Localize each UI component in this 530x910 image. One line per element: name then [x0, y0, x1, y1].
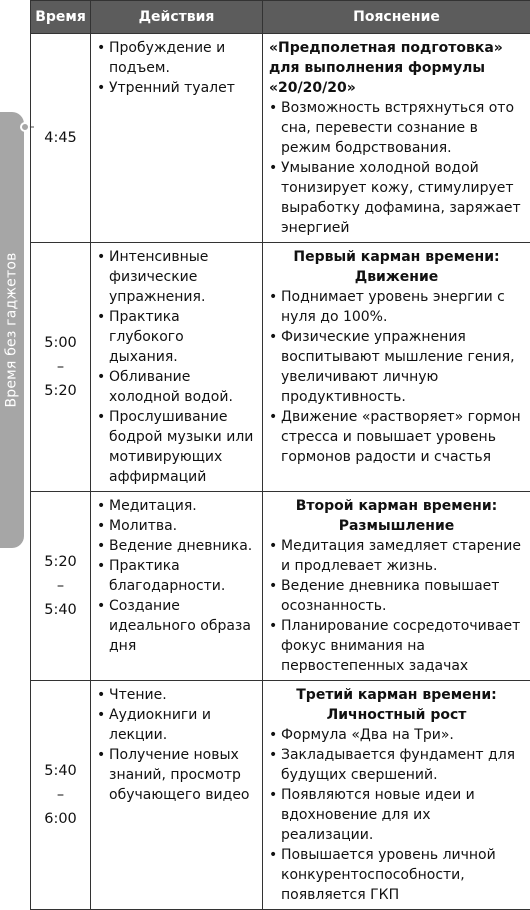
schedule-row: [31, 492, 530, 681]
action-item: • Утренний туалет: [97, 78, 256, 98]
explanation-cell: [263, 34, 530, 243]
time-marker-dot: [20, 122, 30, 132]
explanation-heading: Первый карман времени:: [269, 247, 524, 267]
action-item: • Обливание холодной водой.: [97, 367, 256, 407]
explanation-heading: «Предполетная подготовка» для выполнения формулы «20/20/20»: [269, 38, 524, 98]
explanation-point: • Физические упражнения воспитывают мышление гения, увеличивают личную продуктивность.: [269, 327, 524, 407]
time-cell: [31, 34, 91, 243]
schedule-row: [31, 243, 530, 492]
side-label: Время без гаджетов: [3, 112, 21, 548]
explanation-point: • Возможность встряхнуться ото сна, перевести сознание в режим бодрствования.: [269, 98, 524, 158]
explanation-cell: [263, 492, 530, 681]
actions-cell: [91, 34, 263, 243]
action-item: • Практика благодарности.: [97, 556, 256, 596]
action-item: • Интенсивные физические упражнения.: [97, 247, 256, 307]
actions-cell: [91, 492, 263, 681]
explanation-point: • Появляются новые идеи и вдохновение для их реализации.: [269, 785, 524, 845]
schedule-row: [31, 681, 530, 910]
explanation-subheading: Размышление: [269, 516, 524, 536]
header-actions: Действия: [91, 1, 263, 34]
explanation-heading: Третий карман времени:: [269, 685, 524, 705]
morning-schedule-table: [30, 0, 530, 910]
action-item: • Создание идеального образа дня: [97, 596, 256, 656]
time-cell: [31, 243, 91, 492]
header-time: Время: [31, 1, 91, 34]
time-text: 5:00: [31, 331, 90, 355]
schedule-row: [31, 34, 530, 243]
time-text: 5:40: [31, 598, 90, 622]
time-text: 4:45: [31, 126, 90, 150]
action-item: • Молитва.: [97, 516, 256, 536]
explanation-cell: [263, 243, 530, 492]
explanation-cell: [263, 681, 530, 910]
time-text: 5:20: [31, 379, 90, 403]
action-item: • Прослушивание бодрой музыки или мотивирующих аффирмаций: [97, 407, 256, 487]
time-cell: [31, 681, 91, 910]
actions-cell: [91, 243, 263, 492]
time-text: 5:40: [31, 759, 90, 783]
time-cell: [31, 492, 91, 681]
action-item: • Пробуждение и подъем.: [97, 38, 256, 78]
time-text: 6:00: [31, 807, 90, 831]
action-item: • Медитация.: [97, 496, 256, 516]
time-dash: –: [31, 355, 90, 379]
time-dash: –: [31, 574, 90, 598]
action-item: • Практика глубокого дыхания.: [97, 307, 256, 367]
actions-cell: [91, 681, 263, 910]
explanation-subheading: Движение: [269, 267, 524, 287]
explanation-point: • Повышается уровень личной конкурентоспособности, появляется ГКП: [269, 845, 524, 905]
explanation-point: • Поднимает уровень энергии с нуля до 100%.: [269, 287, 524, 327]
time-dash: –: [31, 783, 90, 807]
explanation-point: • Медитация замедляет старение и продлевает жизнь.: [269, 536, 524, 576]
action-item: • Получение новых знаний, просмотр обучающего видео: [97, 745, 256, 805]
action-item: • Аудиокниги и лекции.: [97, 705, 256, 745]
explanation-heading: Второй карман времени:: [269, 496, 524, 516]
header-explanation: Пояснение: [263, 1, 530, 34]
header-row: [31, 1, 530, 34]
action-item: • Чтение.: [97, 685, 256, 705]
explanation-point: • Умывание холодной водой тонизирует кожу, стимулирует выработку дофамина, заряжает энергией: [269, 158, 524, 238]
explanation-point: • Планирование сосредоточивает фокус внимания на первостепенных задачах: [269, 616, 524, 676]
explanation-point: • Закладывается фундамент для будущих свершений.: [269, 745, 524, 785]
explanation-point: • Движение «растворяет» гормон стресса и повышает уровень гормонов радости и счастья: [269, 407, 524, 467]
explanation-subheading: Личностный рост: [269, 705, 524, 725]
time-text: 5:20: [31, 550, 90, 574]
explanation-point: • Формула «Два на Три».: [269, 725, 524, 745]
action-item: • Ведение дневника.: [97, 536, 256, 556]
explanation-point: • Ведение дневника повышает осознанность.: [269, 576, 524, 616]
